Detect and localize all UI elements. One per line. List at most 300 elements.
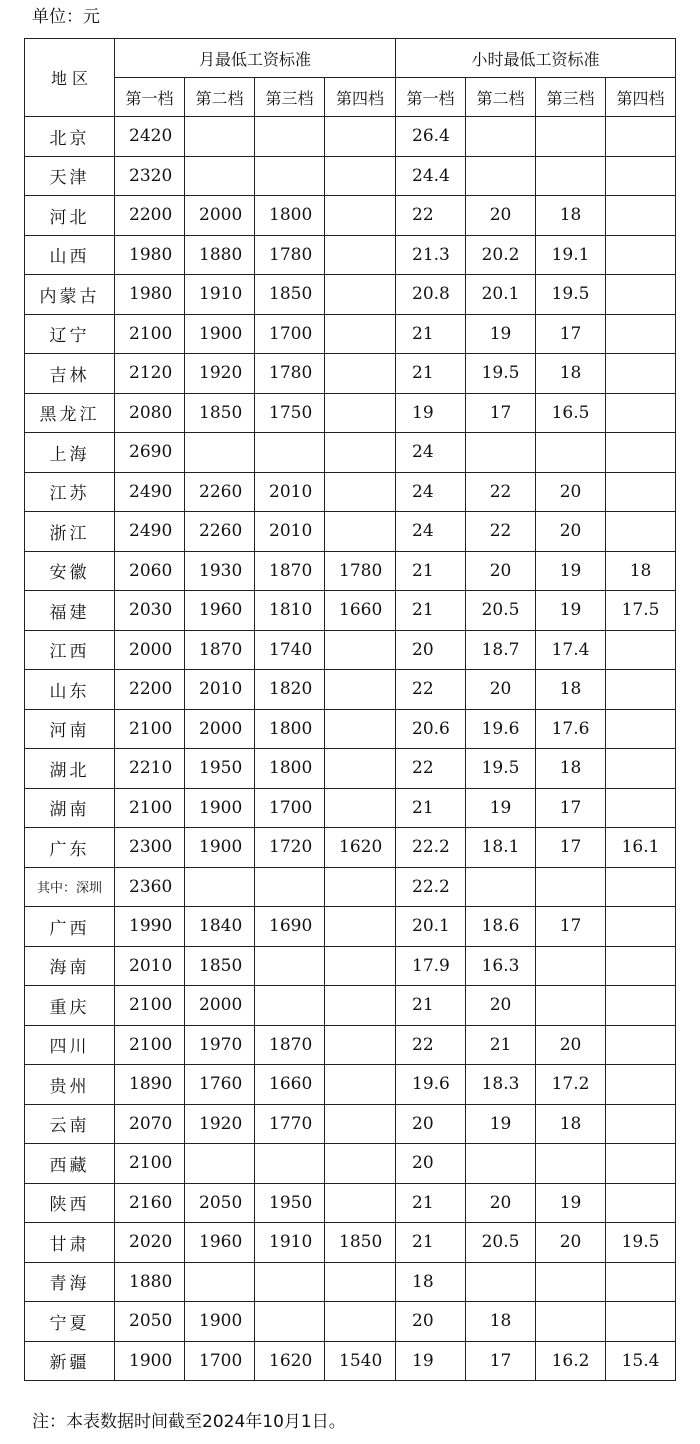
- hourly-tier-1-cell: 20.6: [396, 709, 466, 749]
- monthly-tier-3-cell: 1870: [255, 1025, 325, 1065]
- monthly-tier-2-cell: 1930: [185, 551, 255, 591]
- hourly-tier-2-cell: 18: [466, 1302, 536, 1342]
- hourly-tier-3-cell: 18: [536, 196, 606, 236]
- table-row: [25, 630, 676, 670]
- region-cell: 安徽: [25, 551, 115, 591]
- monthly-tier-2-cell: 1760: [185, 1065, 255, 1105]
- hourly-tier-1-cell: 20.1: [396, 907, 466, 947]
- monthly-tier-3-cell: 1720: [255, 828, 325, 868]
- hourly-tier-3-cell: [536, 986, 606, 1026]
- region-cell: 宁夏: [25, 1302, 115, 1342]
- hourly-tier-3-cell: 18: [536, 670, 606, 710]
- monthly-tier-3-cell: [255, 117, 325, 157]
- hourly-tier-2-cell: 19.5: [466, 749, 536, 789]
- monthly-tier-3-cell: 1780: [255, 354, 325, 394]
- monthly-tier-4-cell: [325, 1183, 396, 1223]
- monthly-tier-2-cell: 2000: [185, 709, 255, 749]
- hourly-tier-3-cell: 17: [536, 314, 606, 354]
- region-cell: 贵州: [25, 1065, 115, 1105]
- monthly-tier-2-cell: [185, 156, 255, 196]
- region-cell: 吉林: [25, 354, 115, 394]
- hourly-tier-1-cell: 20: [396, 630, 466, 670]
- hourly-tier-3-cell: 20: [536, 512, 606, 552]
- monthly-tier-3-cell: [255, 156, 325, 196]
- hourly-tier-3-cell: [536, 156, 606, 196]
- monthly-tier-3-cell: 1950: [255, 1183, 325, 1223]
- monthly-tier-3-header: 第三档: [255, 78, 325, 117]
- region-cell: 黑龙江: [25, 393, 115, 433]
- monthly-tier-3-cell: 1800: [255, 196, 325, 236]
- monthly-tier-4-cell: 1620: [325, 828, 396, 868]
- hourly-tier-4-cell: [606, 512, 676, 552]
- region-cell: 甘肃: [25, 1223, 115, 1263]
- monthly-tier-3-cell: [255, 946, 325, 986]
- hourly-tier-2-cell: 19: [466, 314, 536, 354]
- hourly-tier-1-cell: 20: [396, 1104, 466, 1144]
- monthly-tier-2-cell: 1960: [185, 591, 255, 631]
- hourly-tier-3-cell: 17.2: [536, 1065, 606, 1105]
- monthly-tier-2-cell: [185, 1144, 255, 1184]
- monthly-tier-1-cell: 2300: [115, 828, 185, 868]
- hourly-tier-3-cell: 20: [536, 1223, 606, 1263]
- monthly-tier-2-cell: 1850: [185, 946, 255, 986]
- monthly-tier-4-cell: [325, 788, 396, 828]
- hourly-tier-1-cell: 20.8: [396, 275, 466, 315]
- monthly-tier-4-cell: [325, 354, 396, 394]
- monthly-tier-4-cell: [325, 867, 396, 907]
- table-row: [25, 472, 676, 512]
- hourly-tier-1-cell: 20: [396, 1144, 466, 1184]
- table-body: [25, 117, 676, 1381]
- monthly-tier-1-cell: 2100: [115, 788, 185, 828]
- hourly-tier-2-cell: 20.5: [466, 591, 536, 631]
- hourly-tier-4-cell: 19.5: [606, 1223, 676, 1263]
- region-cell: 重庆: [25, 986, 115, 1026]
- hourly-tier-1-cell: 24: [396, 512, 466, 552]
- table-row: [25, 1025, 676, 1065]
- hourly-tier-4-cell: [606, 1104, 676, 1144]
- monthly-tier-4-header: 第四档: [325, 78, 396, 117]
- hourly-tier-1-cell: 22: [396, 749, 466, 789]
- hourly-tier-3-cell: 19.1: [536, 235, 606, 275]
- monthly-tier-1-cell: 2160: [115, 1183, 185, 1223]
- monthly-tier-2-cell: 1910: [185, 275, 255, 315]
- hourly-tier-1-cell: 21: [396, 1223, 466, 1263]
- monthly-tier-4-cell: [325, 1302, 396, 1342]
- hourly-tier-3-cell: [536, 1262, 606, 1302]
- table-header: [25, 39, 676, 117]
- monthly-tier-1-cell: 2050: [115, 1302, 185, 1342]
- hourly-tier-1-cell: 20: [396, 1302, 466, 1342]
- monthly-tier-4-cell: 1780: [325, 551, 396, 591]
- monthly-tier-3-cell: 1850: [255, 275, 325, 315]
- monthly-tier-1-cell: 2100: [115, 986, 185, 1026]
- table-row: [25, 867, 676, 907]
- monthly-tier-3-cell: [255, 1302, 325, 1342]
- table-row: [25, 986, 676, 1026]
- monthly-tier-4-cell: [325, 630, 396, 670]
- hourly-tier-1-cell: 21: [396, 314, 466, 354]
- monthly-tier-3-cell: 1700: [255, 788, 325, 828]
- monthly-tier-1-cell: 2010: [115, 946, 185, 986]
- monthly-tier-4-cell: [325, 986, 396, 1026]
- table-row: [25, 788, 676, 828]
- region-cell: 江西: [25, 630, 115, 670]
- hourly-tier-3-cell: 17: [536, 788, 606, 828]
- hourly-tier-3-cell: [536, 867, 606, 907]
- monthly-tier-4-cell: [325, 1025, 396, 1065]
- hourly-tier-1-cell: 19.6: [396, 1065, 466, 1105]
- hourly-tier-1-cell: 21: [396, 551, 466, 591]
- hourly-tier-2-cell: [466, 1262, 536, 1302]
- table-row: [25, 314, 676, 354]
- hourly-tier-3-cell: 16.5: [536, 393, 606, 433]
- monthly-tier-2-cell: 1920: [185, 1104, 255, 1144]
- region-cell: 福建: [25, 591, 115, 631]
- hourly-tier-2-cell: 19: [466, 788, 536, 828]
- hourly-tier-1-cell: 22: [396, 1025, 466, 1065]
- table-row: [25, 591, 676, 631]
- monthly-tier-3-cell: 1750: [255, 393, 325, 433]
- hourly-tier-4-cell: [606, 156, 676, 196]
- table-row: [25, 1104, 676, 1144]
- monthly-tier-4-cell: 1540: [325, 1341, 396, 1381]
- table-row: [25, 156, 676, 196]
- monthly-tier-4-cell: [325, 1104, 396, 1144]
- hourly-tier-4-cell: 16.1: [606, 828, 676, 868]
- region-cell: 湖北: [25, 749, 115, 789]
- monthly-tier-4-cell: [325, 907, 396, 947]
- monthly-tier-4-cell: [325, 946, 396, 986]
- monthly-tier-2-cell: 2000: [185, 196, 255, 236]
- monthly-tier-2-cell: 1900: [185, 828, 255, 868]
- table-row: [25, 907, 676, 947]
- hourly-tier-2-cell: [466, 1144, 536, 1184]
- hourly-tier-4-cell: [606, 788, 676, 828]
- monthly-tier-1-cell: 1880: [115, 1262, 185, 1302]
- monthly-tier-3-cell: 1870: [255, 551, 325, 591]
- hourly-tier-2-cell: 20.1: [466, 275, 536, 315]
- hourly-tier-3-cell: 19.5: [536, 275, 606, 315]
- monthly-tier-1-cell: 2020: [115, 1223, 185, 1263]
- hourly-tier-4-cell: [606, 1065, 676, 1105]
- monthly-tier-2-cell: 1950: [185, 749, 255, 789]
- minimum-wage-table: [24, 38, 676, 1381]
- hourly-tier-4-cell: [606, 314, 676, 354]
- hourly-tier-3-cell: [536, 1302, 606, 1342]
- hourly-tier-3-cell: 19: [536, 551, 606, 591]
- monthly-tier-3-cell: 1660: [255, 1065, 325, 1105]
- hourly-tier-2-cell: 17: [466, 393, 536, 433]
- monthly-tier-2-cell: 1700: [185, 1341, 255, 1381]
- monthly-tier-1-cell: 2100: [115, 1144, 185, 1184]
- hourly-tier-1-cell: 19: [396, 1341, 466, 1381]
- region-cell: 上海: [25, 433, 115, 473]
- table-row: [25, 354, 676, 394]
- monthly-tier-1-cell: 2200: [115, 670, 185, 710]
- monthly-tier-3-cell: [255, 867, 325, 907]
- monthly-tier-3-cell: [255, 1144, 325, 1184]
- monthly-tier-4-cell: 1660: [325, 591, 396, 631]
- monthly-tier-1-cell: 1900: [115, 1341, 185, 1381]
- hourly-tier-4-cell: [606, 709, 676, 749]
- monthly-tier-3-cell: 1770: [255, 1104, 325, 1144]
- table-row: [25, 946, 676, 986]
- hourly-tier-1-cell: 22: [396, 670, 466, 710]
- monthly-group-header: 月最低工资标准: [115, 39, 396, 78]
- hourly-tier-2-cell: [466, 867, 536, 907]
- monthly-tier-3-cell: [255, 986, 325, 1026]
- monthly-tier-1-cell: 2320: [115, 156, 185, 196]
- monthly-tier-4-cell: [325, 433, 396, 473]
- monthly-tier-4-cell: [325, 393, 396, 433]
- hourly-tier-4-cell: 15.4: [606, 1341, 676, 1381]
- hourly-tier-2-cell: 20: [466, 551, 536, 591]
- hourly-tier-1-cell: 24: [396, 472, 466, 512]
- hourly-tier-3-cell: 17: [536, 828, 606, 868]
- monthly-tier-4-cell: [325, 314, 396, 354]
- region-cell: 广西: [25, 907, 115, 947]
- monthly-tier-1-cell: 2690: [115, 433, 185, 473]
- table-row: [25, 709, 676, 749]
- hourly-tier-1-cell: 21: [396, 986, 466, 1026]
- hourly-tier-4-cell: 17.5: [606, 591, 676, 631]
- hourly-tier-4-cell: [606, 1144, 676, 1184]
- region-cell: 天津: [25, 156, 115, 196]
- region-cell: 山东: [25, 670, 115, 710]
- monthly-tier-1-cell: 2490: [115, 512, 185, 552]
- monthly-tier-3-cell: [255, 1262, 325, 1302]
- monthly-tier-2-cell: 1900: [185, 314, 255, 354]
- region-cell: 内蒙古: [25, 275, 115, 315]
- region-cell: 云南: [25, 1104, 115, 1144]
- monthly-tier-1-header: 第一档: [115, 78, 185, 117]
- hourly-tier-1-cell: 21: [396, 1183, 466, 1223]
- hourly-tier-4-cell: [606, 433, 676, 473]
- monthly-tier-2-cell: 1900: [185, 1302, 255, 1342]
- region-cell: 青海: [25, 1262, 115, 1302]
- hourly-tier-3-cell: [536, 433, 606, 473]
- region-cell: 新疆: [25, 1341, 115, 1381]
- monthly-tier-1-cell: 1890: [115, 1065, 185, 1105]
- monthly-tier-3-cell: 1800: [255, 709, 325, 749]
- hourly-tier-4-cell: [606, 1262, 676, 1302]
- hourly-tier-1-cell: 19: [396, 393, 466, 433]
- hourly-tier-4-cell: [606, 907, 676, 947]
- monthly-tier-2-cell: 1920: [185, 354, 255, 394]
- hourly-tier-1-cell: 21: [396, 354, 466, 394]
- hourly-tier-2-cell: 18.1: [466, 828, 536, 868]
- hourly-tier-1-cell: 26.4: [396, 117, 466, 157]
- monthly-tier-3-cell: 1910: [255, 1223, 325, 1263]
- hourly-tier-4-cell: [606, 354, 676, 394]
- monthly-tier-1-cell: 2210: [115, 749, 185, 789]
- monthly-tier-1-cell: 2070: [115, 1104, 185, 1144]
- table-row: [25, 235, 676, 275]
- region-cell: 河北: [25, 196, 115, 236]
- hourly-tier-3-cell: [536, 1144, 606, 1184]
- region-cell: 陕西: [25, 1183, 115, 1223]
- hourly-tier-1-cell: 24.4: [396, 156, 466, 196]
- monthly-tier-3-cell: [255, 433, 325, 473]
- monthly-tier-1-cell: 2200: [115, 196, 185, 236]
- hourly-tier-2-cell: 19.6: [466, 709, 536, 749]
- monthly-tier-2-cell: 1850: [185, 393, 255, 433]
- hourly-tier-3-cell: 19: [536, 591, 606, 631]
- hourly-tier-1-header: 第一档: [396, 78, 466, 117]
- table-row: [25, 1223, 676, 1263]
- hourly-tier-2-cell: 17: [466, 1341, 536, 1381]
- monthly-tier-4-cell: [325, 709, 396, 749]
- monthly-tier-3-cell: 1700: [255, 314, 325, 354]
- hourly-tier-2-cell: 20.2: [466, 235, 536, 275]
- monthly-tier-3-cell: 2010: [255, 512, 325, 552]
- monthly-tier-1-cell: 1980: [115, 235, 185, 275]
- table-row: [25, 275, 676, 315]
- table-row: [25, 512, 676, 552]
- monthly-tier-1-cell: 1980: [115, 275, 185, 315]
- hourly-tier-4-cell: [606, 393, 676, 433]
- monthly-tier-2-cell: 1970: [185, 1025, 255, 1065]
- hourly-tier-1-cell: 22.2: [396, 867, 466, 907]
- hourly-tier-2-cell: [466, 117, 536, 157]
- table-row: [25, 433, 676, 473]
- hourly-tier-4-header: 第四档: [606, 78, 676, 117]
- hourly-tier-2-cell: 20.5: [466, 1223, 536, 1263]
- monthly-tier-1-cell: 2100: [115, 1025, 185, 1065]
- region-cell: 广东: [25, 828, 115, 868]
- hourly-tier-1-cell: 22: [396, 196, 466, 236]
- hourly-tier-4-cell: [606, 1302, 676, 1342]
- hourly-tier-3-cell: 17.6: [536, 709, 606, 749]
- hourly-tier-3-cell: 17.4: [536, 630, 606, 670]
- hourly-group-header: 小时最低工资标准: [396, 39, 676, 78]
- monthly-tier-4-cell: [325, 275, 396, 315]
- hourly-tier-4-cell: 18: [606, 551, 676, 591]
- monthly-tier-3-cell: 1620: [255, 1341, 325, 1381]
- monthly-tier-2-cell: 2050: [185, 1183, 255, 1223]
- monthly-tier-4-cell: [325, 512, 396, 552]
- hourly-tier-1-cell: 21: [396, 591, 466, 631]
- table-row: [25, 670, 676, 710]
- hourly-tier-1-cell: 21: [396, 788, 466, 828]
- monthly-tier-2-cell: 2000: [185, 986, 255, 1026]
- monthly-tier-1-cell: 2490: [115, 472, 185, 512]
- region-cell: 山西: [25, 235, 115, 275]
- hourly-tier-4-cell: [606, 117, 676, 157]
- table-row: [25, 1065, 676, 1105]
- monthly-tier-2-cell: 1880: [185, 235, 255, 275]
- hourly-tier-2-cell: 20: [466, 1183, 536, 1223]
- hourly-tier-4-cell: [606, 749, 676, 789]
- hourly-tier-2-cell: [466, 156, 536, 196]
- region-cell: 北京: [25, 117, 115, 157]
- hourly-tier-2-cell: 19: [466, 1104, 536, 1144]
- hourly-tier-3-cell: 18: [536, 1104, 606, 1144]
- monthly-tier-4-cell: [325, 1262, 396, 1302]
- table-row: [25, 393, 676, 433]
- hourly-tier-1-cell: 24: [396, 433, 466, 473]
- monthly-tier-2-cell: 2260: [185, 512, 255, 552]
- monthly-tier-1-cell: 2120: [115, 354, 185, 394]
- table-row: [25, 749, 676, 789]
- hourly-tier-3-cell: 16.2: [536, 1341, 606, 1381]
- monthly-tier-2-cell: 1870: [185, 630, 255, 670]
- region-cell: 四川: [25, 1025, 115, 1065]
- hourly-tier-1-cell: 22.2: [396, 828, 466, 868]
- hourly-tier-3-cell: 20: [536, 472, 606, 512]
- monthly-tier-2-cell: 1960: [185, 1223, 255, 1263]
- hourly-tier-2-cell: 20: [466, 196, 536, 236]
- hourly-tier-1-cell: 18: [396, 1262, 466, 1302]
- hourly-tier-3-cell: [536, 946, 606, 986]
- monthly-tier-4-cell: [325, 196, 396, 236]
- hourly-tier-4-cell: [606, 235, 676, 275]
- hourly-tier-2-cell: 18.6: [466, 907, 536, 947]
- hourly-tier-2-cell: 20: [466, 670, 536, 710]
- hourly-tier-4-cell: [606, 670, 676, 710]
- table-row: [25, 1302, 676, 1342]
- region-cell: 河南: [25, 709, 115, 749]
- monthly-tier-3-cell: 1690: [255, 907, 325, 947]
- monthly-tier-3-cell: 1820: [255, 670, 325, 710]
- monthly-tier-4-cell: [325, 670, 396, 710]
- monthly-tier-2-cell: 1840: [185, 907, 255, 947]
- monthly-tier-2-cell: [185, 117, 255, 157]
- table-row: [25, 828, 676, 868]
- region-cell: 西藏: [25, 1144, 115, 1184]
- monthly-tier-1-cell: 1990: [115, 907, 185, 947]
- monthly-tier-1-cell: 2030: [115, 591, 185, 631]
- hourly-tier-3-cell: [536, 117, 606, 157]
- hourly-tier-4-cell: [606, 472, 676, 512]
- monthly-tier-4-cell: [325, 749, 396, 789]
- hourly-tier-3-cell: 17: [536, 907, 606, 947]
- hourly-tier-2-cell: [466, 433, 536, 473]
- hourly-tier-4-cell: [606, 946, 676, 986]
- monthly-tier-3-cell: 1740: [255, 630, 325, 670]
- monthly-tier-3-cell: 1780: [255, 235, 325, 275]
- region-cell: 海南: [25, 946, 115, 986]
- region-cell: 辽宁: [25, 314, 115, 354]
- hourly-tier-4-cell: [606, 630, 676, 670]
- table-row: [25, 551, 676, 591]
- hourly-tier-2-cell: 16.3: [466, 946, 536, 986]
- monthly-tier-2-cell: 1900: [185, 788, 255, 828]
- monthly-tier-3-cell: 2010: [255, 472, 325, 512]
- monthly-tier-4-cell: 1850: [325, 1223, 396, 1263]
- hourly-tier-3-header: 第三档: [536, 78, 606, 117]
- monthly-tier-1-cell: 2000: [115, 630, 185, 670]
- monthly-tier-1-cell: 2100: [115, 709, 185, 749]
- monthly-tier-1-cell: 2080: [115, 393, 185, 433]
- hourly-tier-2-cell: 18.7: [466, 630, 536, 670]
- hourly-tier-4-cell: [606, 1183, 676, 1223]
- hourly-tier-2-cell: 22: [466, 512, 536, 552]
- monthly-tier-4-cell: [325, 156, 396, 196]
- monthly-tier-2-header: 第二档: [185, 78, 255, 117]
- hourly-tier-2-header: 第二档: [466, 78, 536, 117]
- hourly-tier-4-cell: [606, 867, 676, 907]
- monthly-tier-1-cell: 2100: [115, 314, 185, 354]
- table-row: [25, 1144, 676, 1184]
- hourly-tier-4-cell: [606, 986, 676, 1026]
- region-cell: 湖南: [25, 788, 115, 828]
- hourly-tier-3-cell: 18: [536, 354, 606, 394]
- hourly-tier-3-cell: 20: [536, 1025, 606, 1065]
- monthly-tier-2-cell: 2010: [185, 670, 255, 710]
- monthly-tier-2-cell: 2260: [185, 472, 255, 512]
